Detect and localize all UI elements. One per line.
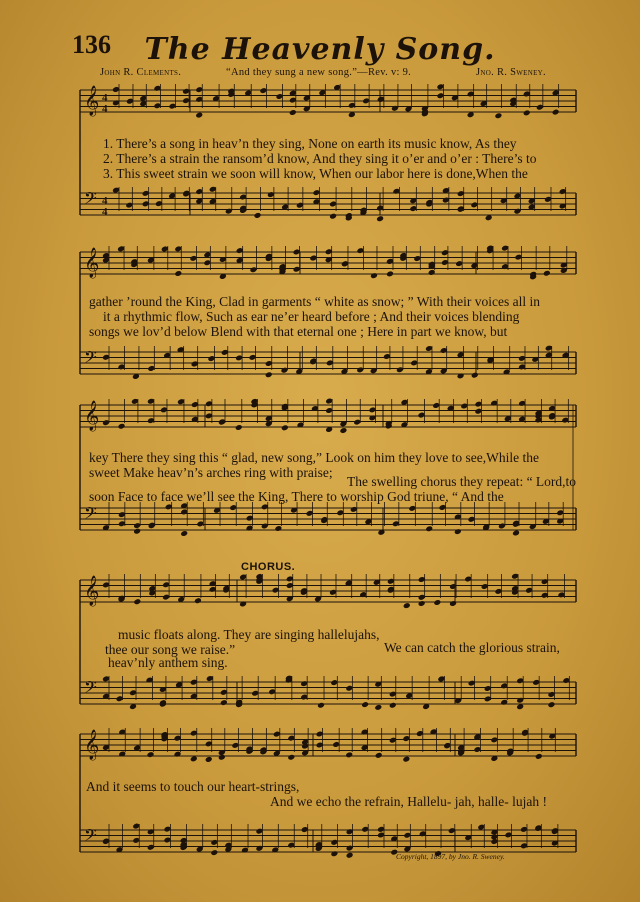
- notehead: [346, 852, 354, 859]
- notehead: [523, 110, 531, 117]
- system-3-verse-2: sweet Make heav’n’s arches ring with praise;: [89, 465, 333, 480]
- notehead: [133, 598, 141, 605]
- treble-clef: 𝄞: [84, 730, 100, 760]
- system-4-line-3: heav’nly anthem sing.: [108, 655, 228, 670]
- system-3-verse-3: soon Face to face we’ll see the King, There to worship God triune, “ And the: [89, 489, 504, 504]
- system-1-verse-1: 1. There’s a song in heav’n they sing, None on earth its music know, As they: [103, 136, 517, 151]
- system-2-verse-1: gather ’round the King, Clad in garments “ white as snow; ” With their voices all in: [89, 294, 540, 309]
- notehead: [471, 372, 479, 379]
- notehead: [281, 424, 289, 431]
- notehead: [495, 112, 503, 119]
- notehead: [454, 528, 462, 535]
- notehead: [370, 272, 378, 279]
- system-4-line-1: music floats along. They are singing hallelujahs,: [118, 627, 380, 642]
- time-signature: 4: [102, 103, 108, 115]
- system-4-line-2: thee our song we raise.”: [105, 642, 236, 657]
- notehead: [389, 702, 397, 709]
- system-2-verse-3: songs we lov’d below Blend with that eternal one ; Here in part we know, but: [89, 324, 508, 339]
- treble-clef: 𝄞: [84, 401, 100, 431]
- notehead: [317, 702, 325, 709]
- notehead: [535, 753, 543, 760]
- system-2-verse-2: it a rhythmic flow, Such as ear ne’er heard before ; And their voices blending: [103, 309, 520, 324]
- system-4-line-2-cont: We can catch the glorious strain,: [384, 640, 560, 655]
- scripture-reference: “And they sung a new song.”—Rev. v: 9.: [226, 67, 412, 78]
- time-signature: 4: [102, 206, 108, 218]
- notehead: [174, 270, 182, 277]
- notehead: [339, 427, 347, 434]
- bass-clef: 𝄢: [84, 503, 97, 527]
- system-5-line-2: And we echo the refrain, Hallelu- jah, halle- lujah !: [270, 794, 548, 809]
- notehead: [133, 528, 141, 535]
- notehead: [330, 850, 338, 857]
- notehead: [190, 755, 198, 762]
- notehead: [375, 752, 383, 759]
- notehead: [403, 602, 411, 609]
- notehead: [195, 112, 203, 119]
- copyright-notice: Copyright, 1897, by Jno. R. Sweney.: [396, 852, 505, 861]
- notehead: [329, 213, 337, 220]
- notehead: [512, 530, 520, 537]
- notehead: [254, 212, 262, 219]
- composer-credit: Jno. R. Sweney.: [476, 67, 546, 78]
- notehead: [457, 373, 465, 380]
- bass-clef: 𝄢: [84, 188, 97, 212]
- notehead: [118, 423, 126, 430]
- notehead: [548, 701, 556, 708]
- bass-clef: 𝄢: [84, 825, 97, 849]
- notehead: [147, 751, 155, 758]
- notehead: [205, 756, 213, 763]
- notehead: [374, 704, 382, 711]
- hymn-title: The Heavenly Song.: [144, 32, 496, 67]
- notehead: [428, 269, 436, 276]
- notehead: [210, 849, 218, 856]
- treble-clef: 𝄞: [84, 248, 100, 278]
- system-1-verse-3: 3. This sweet strain we soon will know, When our labor here is done,When the: [103, 166, 528, 181]
- notehead: [235, 424, 243, 431]
- system-3-verse-2-cont: The swelling chorus they repeat: “ Lord,to: [347, 474, 577, 489]
- time-signature: 4: [102, 92, 108, 104]
- notehead: [425, 525, 433, 532]
- notehead: [274, 525, 282, 532]
- system-1-verse-2: 2. There’s a strain the ransom’d know, And they sing it o’er and o’er : There’s to: [103, 151, 537, 166]
- notehead: [180, 530, 188, 537]
- notehead: [433, 599, 441, 606]
- system-5-line-1: And it seems to touch our heart-strings,: [86, 779, 300, 794]
- chorus-label: CHORUS.: [241, 561, 296, 573]
- notehead: [418, 600, 426, 607]
- system-3-verse-1: key There they sing this “ glad, new song,” Look on him they love to see,While the: [89, 450, 540, 465]
- notehead: [402, 756, 410, 763]
- lyricist-credit: John R. Clements.: [100, 67, 182, 78]
- treble-clef: 𝄞: [84, 576, 100, 606]
- page-number: 136: [72, 30, 111, 59]
- notehead: [386, 271, 394, 278]
- notehead: [220, 699, 228, 706]
- notehead: [287, 754, 295, 761]
- notehead: [552, 109, 560, 116]
- bass-clef: 𝄢: [84, 347, 97, 371]
- notehead: [265, 371, 273, 378]
- notehead: [361, 701, 369, 708]
- time-signature: 4: [102, 195, 108, 207]
- notehead: [543, 270, 551, 277]
- notehead: [289, 109, 297, 116]
- bass-clef: 𝄢: [84, 677, 97, 701]
- treble-clef: 𝄞: [84, 86, 100, 116]
- notehead: [376, 215, 384, 222]
- notehead: [194, 597, 202, 604]
- notehead: [345, 751, 353, 758]
- notehead: [449, 600, 457, 607]
